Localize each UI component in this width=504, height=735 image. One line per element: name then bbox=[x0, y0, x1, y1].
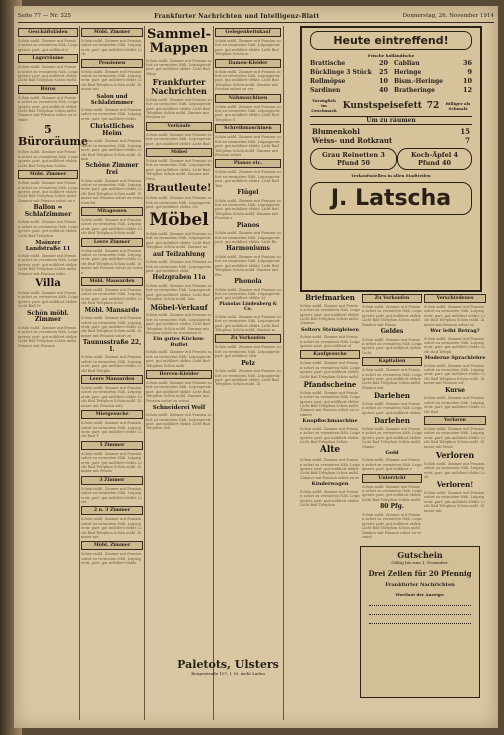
price-item bbox=[310, 86, 388, 95]
price-item bbox=[394, 68, 472, 77]
ad-headline: Villa bbox=[35, 278, 61, 290]
section-heading: Nähmaschinen bbox=[215, 94, 281, 103]
vegetable-name: Blumenkohl bbox=[312, 127, 360, 136]
ad-headline: Briefmarken bbox=[305, 293, 355, 302]
ad-body-text: Schön möbl. Zimmer mit Pension sofort zu vermieten Näh. Leipzigerstr. part. gut möbliert elektr. Licht Bad Telephon Schön möbl. Zimmer mit Pension bbox=[18, 325, 78, 348]
section-heading: Pianos etc. bbox=[215, 159, 281, 168]
section-heading: Damen-Kleider bbox=[215, 59, 281, 68]
section-heading: Zu Verkaufen bbox=[215, 334, 281, 343]
ad-body-text: Schön möbl. Zimmer mit Pension sofort zu vermieten Näh. Leipzigerstr. part. gut möbliert elektr. Licht Bad Telephon Schön möbl. Zimmer mit Pensi bbox=[424, 426, 485, 449]
ad-body-text: Schön möbl. Zimmer mit Pension sofort zu vermieten Näh. Leipzigerstr. part. gut möbliert e bbox=[362, 458, 422, 472]
section-heading: Möbl. Zimmer bbox=[81, 28, 143, 37]
section-heading: Möbel bbox=[146, 148, 212, 157]
ad-body-text: Schön möbl. Zimmer mit Pension sofort zu vermieten Näh. Leipzigerstr. part. gut möbliert elektr. Licht Bad Telephon Schön möbl. Zimmer mit Pension sofort zu bbox=[424, 305, 485, 327]
newspaper-page bbox=[14, 6, 498, 728]
ad-body-text: Schön möbl. Zimmer mit Pension sofort zu vermieten Näh. Leipzigerstr. part. gut möbliert elektr. Licht Bad Telephon Schön möbl. Zimmer mi bbox=[146, 232, 212, 250]
ad-headline: Verloren bbox=[435, 449, 475, 460]
ad-body-text: Schön möbl. Zimmer mit Pension sofort zu vermieten Näh. Leipzigerstr. part. gut möbliert elektr. Licht Bad Telephon Schön möb bbox=[146, 350, 212, 368]
item-name: Bratheringe bbox=[394, 87, 435, 94]
um-zu-raeumen: Um zu räumen bbox=[310, 116, 472, 125]
section-heading: Kapitalien bbox=[362, 357, 422, 366]
ad-headline: Holzgraben 11a bbox=[152, 274, 206, 282]
column-2 bbox=[81, 26, 143, 720]
ad-body-text: Schön möbl. Zimmer mit Pension sofort zu vermieten Näh. Leipzigerstr. part. gut möbliert elektr. Licht Bad Telephon Schön möbl. Zimmer mit Pension sofort zu vermieten N bbox=[146, 313, 212, 335]
vegetable-price: 7 bbox=[465, 136, 470, 145]
ad-body-text: Schön möbl. Zimmer mit Pension sofort zu vermieten Näh. Leipzigerstr. part. gut möbliert elektr. Licht Bad Telephon Schön möbl. Zimmer mit Pension sofort zu vermiet bbox=[18, 95, 78, 122]
ad-body-text: Schön möbl. Zimmer mit Pension sofort zu vermieten Näh. Leipzigerstr. part. gut möbliert elektr. Licht Bad Teleph bbox=[424, 336, 485, 354]
ad-body-text: Schön möbl. Zimmer mit Pension sofort zu vermieten Näh. Leipzigerstr. part. gut möbliert elektr. Licht Bad Telephon Schön möbl. Zimmer mit Pension sofort bbox=[215, 135, 281, 157]
ad-headline: Taunusstraße 22, I. bbox=[82, 339, 142, 353]
ad-headline: Kurse bbox=[445, 386, 465, 394]
section-heading: Pensionen bbox=[81, 59, 143, 68]
item-price: 12 bbox=[462, 86, 472, 94]
ad-body-text: Schön möbl. Zimmer mit Pension sofort zu vermieten Näh. Leipzigerstr. part. gut möbliert el bbox=[300, 335, 360, 349]
vegetable-list bbox=[302, 127, 480, 145]
ad-body-text: Schön möbl. Zimmer mit Pension sofort zu vermieten Näh. Leipzigerstr. part. gut möbliert elektr. Licht Bad Telep bbox=[146, 58, 212, 76]
fett-right-note: Billiger als Schmalz bbox=[445, 100, 471, 111]
ad-headline: auf Teilzahlung bbox=[153, 250, 205, 258]
item-price: 20 bbox=[378, 59, 388, 67]
ad-headline: Schneiderei Wolf bbox=[152, 405, 206, 412]
item-price: 10 bbox=[462, 77, 472, 85]
gutschein-publisher: Frankfurter Nachrichten bbox=[385, 582, 455, 588]
column-rule bbox=[213, 26, 214, 720]
column-1 bbox=[18, 26, 88, 720]
reinetten-offer: Grau Reinetten 3 Pfund 50 bbox=[310, 148, 397, 170]
column-rule bbox=[144, 26, 145, 720]
ad-body-text: Schön möbl. Zimmer mit Pension sofort zu vermieten Näh. Leipzigerstr. part. gut möbliert elektr. Licht Bad Telephon Schön möbl. Zimmer mit Pen bbox=[215, 254, 281, 277]
ad-body-text: Schön möbl. Zimmer mit Pension sofort zu vermieten Näh. Leipzigerstr. part. gut möbliert elektr. Licht Bad Telephon Schön möbl. Zimmer mit bbox=[424, 491, 485, 513]
coupon-line bbox=[369, 620, 471, 624]
item-name: Bism.-Heringe bbox=[394, 78, 443, 85]
item-name: Sardinen bbox=[310, 87, 341, 94]
ad-body-text: Schön möbl. Zimmer mit Pension sofort zu vermieten Näh. Leipzigerstr. part. gut möbliert elektr. Licht Bad Telephon Schön möbl. Zimmer mit Pension sofo bbox=[81, 386, 142, 408]
ad-body-text: Schön möbl. Zimmer mit Pension sofort zu vermieten Näh. Leipzigerstr. part. gut möbliert elektr. Licht Bad Telephon Schön möbl. Zim bbox=[146, 284, 212, 302]
ad-body-text: Schön möbl. Zimmer mit Pension sofort zu vermieten Näh. Leipzigerstr. part. gut möbliert elektr. Lich bbox=[81, 39, 142, 57]
ad-body-text: Schön möbl. Zimmer mit Pension sofort zu vermieten Näh. Leipzigerstr. part. gut möbliert elektr. Licht Bad Telephon Schön möbl. bbox=[362, 484, 422, 502]
latscha-price-grid bbox=[310, 59, 472, 95]
section-heading: Schreibmaschinen bbox=[215, 124, 281, 133]
item-name: Heringe bbox=[394, 69, 422, 76]
header-date: Donnerstag, 26. November 1914 bbox=[402, 13, 494, 19]
item-name: Brattische bbox=[310, 60, 346, 67]
gutschein-coupon bbox=[360, 546, 480, 698]
ad-body-text: Schön möbl. Zimmer mit Pension sofort zu vermieten Näh. Leipzigerstr. part. gut möbliert elektr. Licht Bad Telephon Schön möbl. Zimmer mit Pension sofort zu v bbox=[18, 181, 78, 203]
section-heading: Mietgesuche bbox=[81, 410, 143, 419]
ad-body-text: Schön möbl. Zimmer mit Pension sofort zu vermieten Näh. Leipzigerstr. part. gut möbliert elektr. Licht bbox=[362, 337, 422, 355]
item-price: 9 bbox=[467, 68, 472, 76]
vegetable-item bbox=[312, 136, 470, 145]
ad-headline: Brautleute! bbox=[146, 183, 212, 195]
section-heading: Mitagessen bbox=[81, 207, 143, 216]
ad-headline: Alte bbox=[319, 445, 341, 456]
price-item bbox=[310, 59, 388, 68]
ad-body-text: Schön möbl. Zimmer mit Pension sofort zu vermieten Näh. Leipzigerstr. part. gut möbliert elektr. Licht Bad Telephon Schön möbl. Zimmer mit Pension sofort zu vermiete bbox=[300, 390, 360, 417]
ad-body-text: Schön möbl. Zimmer mit Pension sofort zu vermieten Näh. Leipzigerstr. part. gut möbliert elektr. Licht Bad Telephon Schön möbl. Zimmer mit Pension sofort zu bbox=[81, 316, 142, 338]
price-item bbox=[394, 77, 472, 86]
ad-body-text: Schön möbl. Zimmer mit Pension sofort zu vermieten Näh. Leipzigerstr. part. gut möbliert elektr. Licht Bad Telephon Schön möbl. bbox=[300, 361, 360, 379]
ad-body-text: Schön möbl. Zimmer mit Pension sofort zu vermieten Näh. Leipzigerstr. part. gut möbliert elektr. Licht Bad Telephon Schön möbl. Zimmer mit Pension sofort zu vermi bbox=[146, 381, 212, 403]
ad-body-text: Schön möbl. Zimmer mit Pension sofort zu vermieten Näh. Leipzigerstr. part. gut möbliert elekt bbox=[146, 260, 212, 274]
ad-headline: Pianolas Lindenberg & Co. bbox=[219, 301, 277, 312]
section-heading: Verschiedenes bbox=[424, 294, 486, 303]
ad-body-text: Schön möbl. Zimmer mit Pension sofort zu vermieten Näh. Leipzigerstr. part. gut möbliert elektr. Licht Bad Telephon Schön möbl. Zimmer bbox=[300, 303, 360, 326]
section-heading: 2 u. 3 Zimmer bbox=[81, 506, 143, 515]
page-header bbox=[18, 10, 494, 23]
lower-column-2 bbox=[362, 292, 422, 542]
price-item bbox=[394, 59, 472, 68]
section-heading: Kaufgesuche bbox=[300, 350, 360, 359]
latscha-note: Verkaufsstellen in allen Stadtteilen bbox=[351, 173, 431, 178]
item-name: Rollmöpse bbox=[310, 78, 346, 85]
gutschein-title: Gutschein bbox=[397, 550, 443, 560]
ad-headline: Darlehen bbox=[373, 391, 411, 401]
ad-body-text: Schön möbl. Zimmer mit Pension sofort zu vermieten Näh. Leipzigerstr. part. gut möbliert elektr. Licht Bad Telephon Schön möbl. Zimmer mit Pens bbox=[146, 159, 212, 181]
section-heading: 3 Zimmer bbox=[81, 476, 143, 485]
ad-headline: Phonola bbox=[234, 278, 262, 285]
ad-body-text: Schön möbl. Zimmer mit Pension sofort zu vermieten Näh. Leipzigerstr. part. gut möbliert elektr. Licht Bad Telephon Schön möbl. Zimmer mit Pension so bbox=[146, 97, 212, 120]
gutschein-validity: Gültig bis zum 1. Dezember. bbox=[391, 560, 449, 565]
ad-body-text: Schön möbl. Zimmer mit Pension sofort zu vermieten Näh. Leipzigerstr. part. gut möbliert elektr. Licht Bad Telephon Schön möbl. Zimm bbox=[81, 139, 142, 161]
ad-body-text: Schön möbl. Zimmer mit Pension sofort zu vermieten Näh. Leipzigerstr. part. gut möbliert elektr. Licht Bad Telephon bbox=[300, 489, 360, 507]
ad-headline: Christliches Heim bbox=[90, 121, 134, 138]
latscha-advertisement bbox=[300, 26, 482, 292]
ad-body-text: Schön möbl. Zimmer mit Pension sofort zu vermieten Näh. Leipzigerstr. part. gut möbliert elektr bbox=[81, 107, 142, 121]
ad-headline: Verloren! bbox=[436, 480, 474, 490]
section-heading: Lagerräume bbox=[18, 54, 78, 63]
ad-body-text: Schön möbl. Zimmer mit Pension sofort zu vermieten Näh. Leipzigerstr. part. gut möbliert elektr. Licht Bad Telephon Schön bbox=[18, 150, 78, 168]
ad-headline: Kinderwagen bbox=[311, 481, 349, 488]
ad-headline: Möbel-Verkauf bbox=[150, 302, 208, 312]
paletots-ad bbox=[148, 658, 308, 676]
ad-body-text: Schön möbl. Zimmer mit Pension sofort zu vermieten Näh. Leipzigerstr. part. gut möbliert e bbox=[18, 39, 78, 52]
section-heading: Leere Mansarden bbox=[81, 375, 143, 384]
section-heading: Zu Verkaufen bbox=[362, 294, 422, 303]
section-heading: 5 Zimmer bbox=[81, 441, 143, 450]
section-heading: Verkäufe bbox=[146, 122, 212, 131]
ad-body-text: Schön möbl. Zimmer mit Pension sofort zu vermieten Näh. Leipzigerstr. part. gut möbliert elektr. Licht Bad Telephon Schön möbl bbox=[81, 217, 142, 236]
ad-body-text: Schön möbl. Zimmer mit Pension sofort zu vermieten Näh. Leipzigerstr. part. gut möbliert elektr. Licht Bad Telephon Schön möbl. Zi bbox=[215, 369, 281, 387]
ad-headline: Pfandscheine bbox=[303, 380, 357, 390]
ad-body-text: Schön möbl. Zimmer mit Pension sofort zu vermieten Näh. Leipzigerstr. part. gut möbliert elektr. Licht Bad Telephon Sch bbox=[146, 413, 212, 431]
ad-body-text: Schön möbl. Zimmer mit Pension sofort zu vermieten Näh. Leipzigerstr. part. gut möbliert elektr. Licht Bad Telephon Schön möbl. Zimmer m bbox=[215, 314, 281, 332]
section-heading: Verloren bbox=[424, 416, 486, 425]
ad-body-text: Schön möbl. Zimmer mit Pension sofort zu vermieten Näh. Leipzigerstr. part. gut möbliert elektr. bbox=[362, 401, 422, 415]
ad-headline: Schöne Zimmer frei bbox=[85, 162, 139, 176]
ad-body-text: Schön möbl. Zimmer mit Pension sofort zu vermieten Näh. Leipzigerstr. part. gut möbliert elektr. Licht Bad Telephon Schön möbl. Zimmer mit bbox=[362, 368, 422, 390]
ad-headline: Schön möbl. Zimmer bbox=[27, 309, 69, 324]
section-heading: Herren-Kleider bbox=[146, 370, 212, 379]
ad-headline: Möbel bbox=[149, 210, 209, 231]
ad-body-text: Schön möbl. Zimmer mit Pension sofort zu vermieten Näh. Leipzigerstr. part. gut möbliert elektr. Lich bbox=[424, 461, 485, 479]
ad-body-text: Schön möbl. Zimmer mit Pension sofort zu vermieten Näh. Leipzigerstr. part. gut möbliert elektr. Licht Bad Telephon Schön m bbox=[215, 39, 281, 57]
ad-body-text: Schön möbl. Zimmer mit Pension sofort zu vermieten Näh. Leipzigerstr. part. gut möbliert elektr. Licht Bad bbox=[424, 396, 485, 414]
paletots-title: Paletots, Ulsters bbox=[177, 658, 279, 671]
section-heading: Gelegenheitskauf bbox=[215, 28, 281, 37]
gutschein-text-label: Wortlaut der Anzeige: bbox=[395, 592, 445, 597]
ad-body-text: Schön möbl. Zimmer mit Pension sofort zu vermieten Näh. Leipzigerstr. part. gut möbliert elektr. Licht Bad bbox=[146, 132, 212, 146]
ad-body-text: Schön möbl. Zimmer mit Pension sofort zu vermieten Näh. Leipzigerstr. part. gut möbliert elektr. Licht Bad T bbox=[81, 421, 142, 439]
item-name: Cabliau bbox=[394, 60, 420, 67]
section-heading: Leere Zimmer bbox=[81, 238, 143, 247]
ad-body-text: Schön möbl. Zimmer mit Pension sofort zu vermieten Näh. Leipzigerstr. part. gut möbliert elektr. Licht Bad Telephon Schön möbl. bbox=[18, 65, 78, 83]
fett-left-note: Vorzüglich im Geschmack bbox=[311, 98, 337, 113]
ad-body-text: Schön möbl. Zimmer mit Pension sofort zu vermieten Näh. Leipzigerstr. part. gut möbliert elektr. Licht Bad Telephon Schön möbl. Zimmer mit bbox=[81, 517, 142, 539]
ad-headline: Moderne Sprachlehre bbox=[424, 355, 486, 362]
ad-headline: Darlehen bbox=[373, 416, 411, 426]
price-item bbox=[310, 68, 388, 77]
section-heading: Geschäftsläden bbox=[18, 28, 78, 37]
column-rule bbox=[283, 26, 284, 720]
apple-offers bbox=[310, 148, 472, 170]
ad-headline: 80 Pfg. bbox=[380, 503, 404, 511]
price-item bbox=[394, 86, 472, 95]
ad-body-text: Schön möbl. Zimmer mit Pension sofort zu vermieten Näh. Leipzigerstr. part. gut möbliert elektr. Licht Bad Telephon Schön möbl. Zimmer mit Pension sofort zu vermieten Nä bbox=[81, 178, 143, 205]
ad-body-text: Schön möbl. Zimmer mit Pension sofort zu vermieten Näh. Leipzigerstr. part. gut möbliert elektr. Licht Bad Telephon Schön möbl. Zimmer mit Pension sofort zu vermie bbox=[81, 248, 143, 275]
item-price: 36 bbox=[462, 59, 472, 67]
fett-label: Kunstspeisefett bbox=[342, 100, 422, 111]
ad-body-text: Schön möbl. Zimmer mit Pension sofort zu vermieten Näh. Leipzigerstr. part. gut möbliert elektr. Licht Bad Telepho bbox=[81, 355, 142, 373]
section-heading: Büros bbox=[18, 85, 78, 94]
section-heading: Möbl. Zimmer bbox=[81, 541, 143, 550]
ad-body-text: Schön möbl. Zimmer mit Pension sofort zu vermieten Näh. Leipzigerstr. part. gut möbliert elektr. Licht Bad Te bbox=[18, 291, 78, 309]
ad-headline: Geldes bbox=[380, 328, 404, 336]
ad-body-text: Schön möbl. Zimmer mit Pension sofort zu vermieten Näh. Leipzigerstr. part. gut möbliert elektr. Licht Bad Telephon S bbox=[215, 104, 281, 122]
item-name: Bücklinge 3 Stück bbox=[310, 69, 372, 76]
ad-body-text: Schön möbl. Zimmer mit Pension sofort zu vermieten Näh. Leipzigerstr. part. gut möbliert elek bbox=[215, 345, 281, 359]
column-4 bbox=[215, 26, 281, 720]
ad-body-text: Schön möbl. Zimmer mit Pension sofort zu vermieten Näh. Leipzigerstr. part. gut möbliert elektr. Licht Bad Telephon Schön möbl. Zimmer mit Pensio bbox=[362, 305, 422, 327]
ad-headline: 5 Büroräume bbox=[18, 123, 88, 149]
ad-headline: Pelz bbox=[241, 359, 255, 367]
ad-headline: Ballon = Schlafzimmer bbox=[24, 204, 72, 218]
ad-body-text: Schön möbl. Zimmer mit Pension sofort zu vermieten Näh. Leipzigerstr. part. gut möbliert elektr. Lic bbox=[146, 196, 212, 209]
item-price: 40 bbox=[378, 86, 388, 94]
ad-body-text: Schön möbl. Zimmer mit Pension sofort zu vermieten Näh. Leipzigerstr. part. gut möbliert elektr. bbox=[81, 552, 142, 566]
vegetable-item bbox=[312, 127, 470, 136]
latscha-subline: Frische holländische bbox=[367, 53, 415, 58]
ad-body-text: Schön möbl. Zimmer mit Pension sofort zu vermieten Näh. Leipzigerstr. part. gut möbliert elektr. Licht Bad Telephon Schön bbox=[300, 426, 360, 444]
coupon-line bbox=[369, 602, 471, 606]
lower-column-1 bbox=[300, 292, 360, 542]
column-rule bbox=[79, 26, 80, 720]
item-price: 25 bbox=[378, 68, 388, 76]
kochaepfel-offer: Koch-Äpfel 4 Pfund 40 bbox=[397, 148, 472, 170]
ad-body-text: Schön möbl. Zimmer mit Pension sofort zu vermieten Näh. Leipzigerstr. part. gut möbliert elektr. Licht bbox=[81, 486, 142, 504]
ad-body-text: Schön möbl. Zimmer mit Pension sofort zu vermieten Näh. Leipzigerstr. part. gut möbliert elektr. Licht Bad Telephon Schön möbl. Zimmer mit Pension sof bbox=[424, 363, 485, 386]
fett-price: 72 bbox=[426, 100, 440, 111]
ad-headline: Sammel-Mappen bbox=[147, 27, 211, 57]
item-price: 10 bbox=[378, 77, 388, 85]
ad-body-text: Schön möbl. Zimmer mit Pension sofort zu vermieten Näh. Leipzigerstr. part. gut möbliert elektr. Licht Bad Telephon Schön möbl. Zimmer mit bbox=[81, 69, 142, 92]
ad-headline: Mainzer Landstraße 11 bbox=[25, 239, 71, 252]
section-heading: Unterricht bbox=[362, 474, 422, 483]
coupon-line bbox=[369, 611, 471, 615]
ad-headline: Frankfurter Nachrichten bbox=[151, 77, 207, 97]
lower-column-3 bbox=[424, 292, 486, 542]
ad-body-text: Schön möbl. Zimmer mit Pension sofort zu vermieten Näh. Leipzigerstr. part. gut möbliert elektr. Licht Ba bbox=[215, 231, 281, 244]
ad-headline: Möbl. Mansarde bbox=[84, 306, 140, 314]
ad-body-text: Schön möbl. Zimmer mit Pension sofort zu vermieten Näh. Leipzigerstr. part. gut möbliert elektr. Licht Bad Tele bbox=[215, 170, 281, 188]
ad-headline: Ein gutes Küchen-Buffet bbox=[153, 336, 205, 348]
ad-body-text: Schön möbl. Zimmer mit Pension sofort zu vermieten Näh. Leipzigerstr. part. gut möbliert elektr. Licht Bad Telephon Schön möbl. Zimmer mit Pension sofor bbox=[18, 254, 78, 276]
section-heading: Möbl. Mansarden bbox=[81, 277, 143, 286]
kunstspeisefett-row bbox=[310, 98, 472, 113]
lower-right-classifieds bbox=[300, 292, 486, 542]
paletots-address: Bergerstraße 107, I. St. nicht Laden bbox=[191, 671, 265, 676]
ad-body-text: Schön möbl. Zimmer mit Pension sofort zu vermieten Näh. Leipzigerstr. part. gut möbliert elektr. Licht Bad Telephon bbox=[18, 220, 78, 238]
ad-headline: Wer leiht Betrag? bbox=[430, 328, 480, 335]
ad-headline: Flügel bbox=[237, 188, 259, 196]
vegetable-name: Weiss- und Rotkraut bbox=[312, 136, 393, 145]
ad-headline: Gold bbox=[385, 449, 399, 456]
latscha-brand: J. Latscha bbox=[310, 182, 472, 215]
ad-body-text: Schön möbl. Zimmer mit Pension sofort zu vermieten Näh. Leipzigerstr. part. gut möbliert elektr. Licht Bad Telephon Schön möbl. Zimmer mit Pension sofort zu ver bbox=[215, 69, 281, 92]
ad-body-text: Schön möbl. Zimmer mit Pension sofort zu vermieten Näh. Leipzigerstr. part. gut möbliert elektr. Licht Bad Telephon Schön möbl. Zimmer mit Pension sofort zu vermiet bbox=[362, 512, 422, 539]
ad-headline: Salon und Schlafzimmer bbox=[90, 93, 134, 106]
ad-headline: Selters Steinigleisen bbox=[300, 326, 359, 333]
ad-body-text: Schön möbl. Zimmer mit Pension sofort zu vermieten Näh. Leipzigerstr. part. gut möbliert elektr. Li bbox=[215, 287, 281, 301]
ad-headline: Knopflochmaschine bbox=[302, 418, 358, 425]
price-item bbox=[310, 77, 388, 86]
section-heading: Möbl. Zimmer bbox=[18, 170, 78, 179]
header-masthead: Frankfurter Nachrichten und Intelligenz-Blatt bbox=[154, 12, 320, 20]
ad-body-text: Schön möbl. Zimmer mit Pension sofort zu vermieten Näh. Leipzigerstr. part. gut möbliert elektr. Licht Bad Telephon Schön möbl. Zimmer mit Pension s bbox=[215, 198, 281, 221]
gutschein-offer: Drei Zeilen für 20 Pfennig bbox=[368, 569, 472, 578]
header-page-number: Seite 77 — Nr. 325 bbox=[18, 13, 71, 19]
ad-body-text: Schön möbl. Zimmer mit Pension sofort zu vermieten Näh. Leipzigerstr. part. gut möbliert elektr. Licht Bad Telephon Schön möbl. Zimme bbox=[362, 426, 422, 449]
ad-body-text: Schön möbl. Zimmer mit Pension sofort zu vermieten Näh. Leipzigerstr. part. gut möbliert elektr. Licht Bad Telephon Schö bbox=[81, 288, 142, 306]
ad-body-text: Schön möbl. Zimmer mit Pension sofort zu vermieten Näh. Leipzigerstr. part. gut möbliert elektr. Licht Bad Telephon Schön möbl. Zimmer mit Pension sofort zu ve bbox=[300, 458, 360, 480]
vegetable-price: 15 bbox=[460, 127, 470, 136]
latscha-headline: Heute eintreffend! bbox=[310, 31, 472, 50]
ad-headline: Pianos bbox=[236, 221, 260, 229]
column-3 bbox=[146, 26, 212, 720]
ad-headline: Harmoniums bbox=[226, 245, 270, 253]
ad-body-text: Schön möbl. Zimmer mit Pension sofort zu vermieten Näh. Leipzigerstr. part. gut möbliert elektr. Licht Bad Telephon Schön möbl. Zimmer mit Pensio bbox=[81, 451, 142, 474]
